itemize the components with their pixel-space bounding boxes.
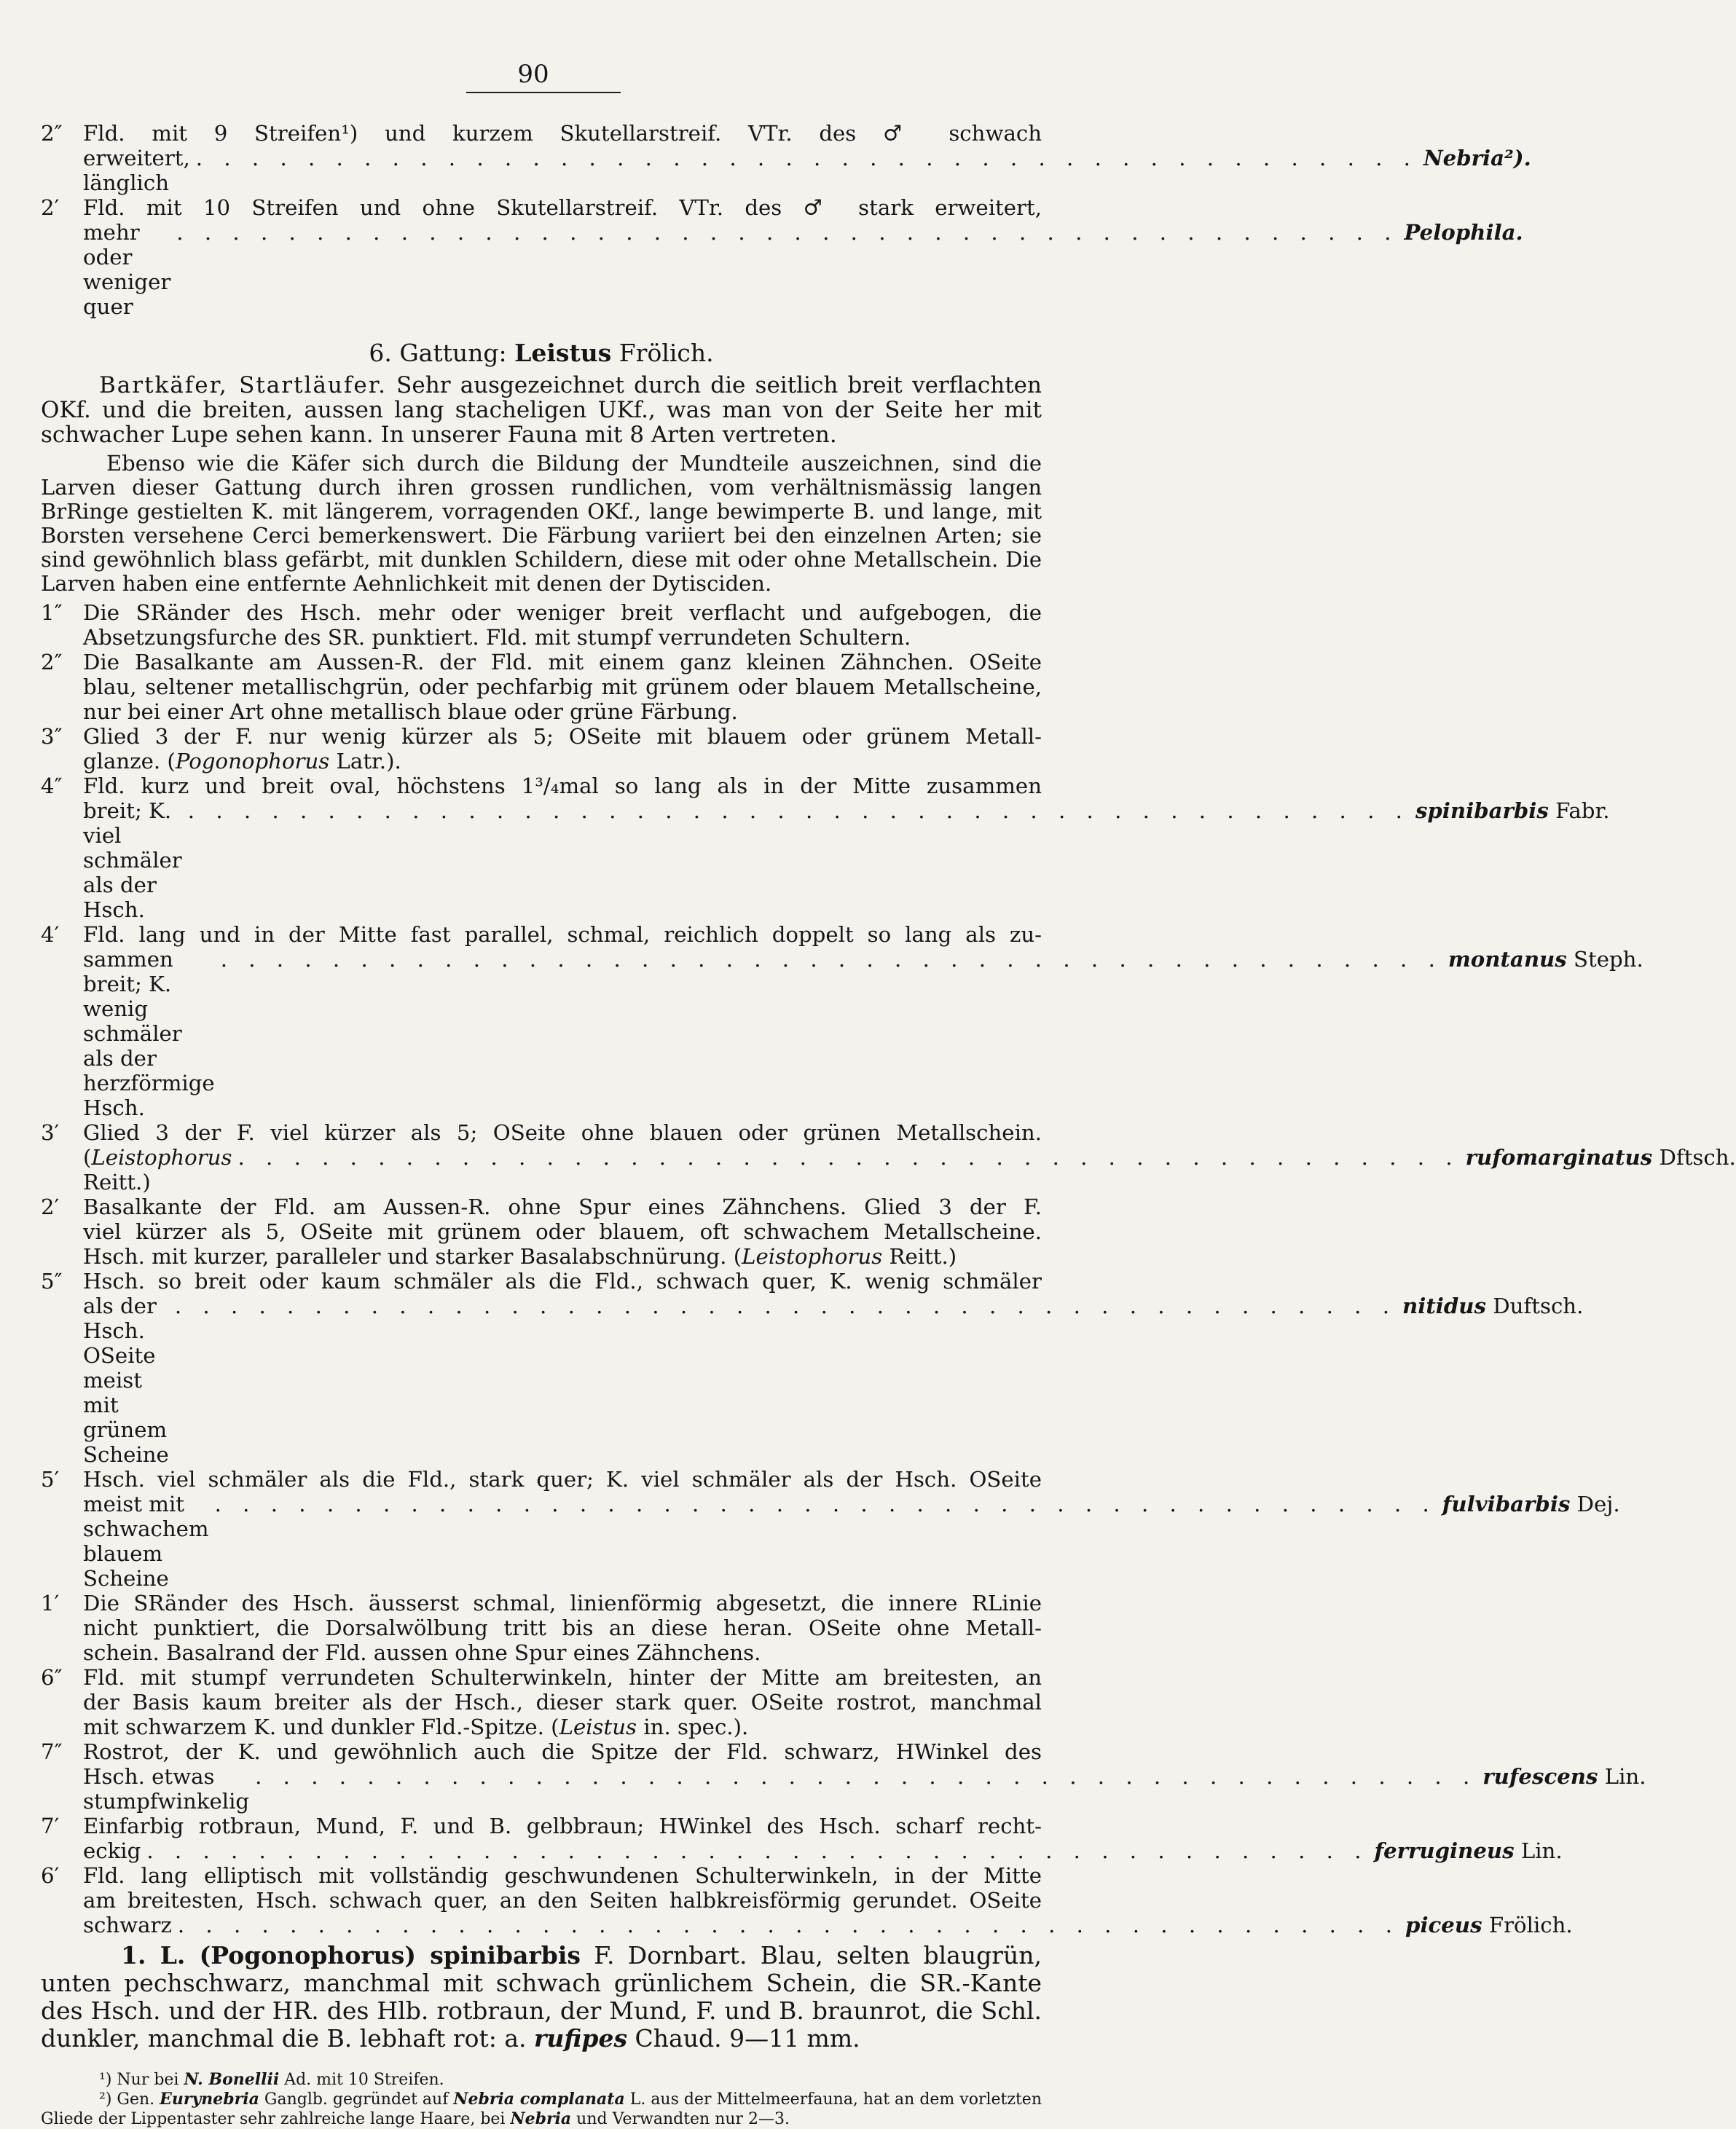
species-name: fulvibarbis xyxy=(1442,1492,1571,1516)
footnotes xyxy=(41,2070,1042,2129)
page-number: 90 xyxy=(517,60,549,89)
header-rule xyxy=(466,92,621,93)
genus-name: Pelophila. xyxy=(1404,220,1523,245)
page-content xyxy=(41,121,1736,2129)
genus-name: Nebria²). xyxy=(1423,146,1531,170)
species-name: piceus xyxy=(1405,1913,1482,1937)
species-name: ferrugineus xyxy=(1374,1838,1515,1863)
key-line: 2′ Fld. mit 10 Streifen und ohne Skutellarstreif. VTr. des ♂ stark erweitert, xyxy=(41,195,1042,220)
species-name: rufescens xyxy=(1482,1764,1598,1789)
species-name: montanus xyxy=(1448,947,1567,972)
species-name: nitidus xyxy=(1402,1294,1486,1318)
key-leader-line: mehr oder weniger quer . . . . . . . . . . . . . . . . . . . . . . . . . . . . . . . . . . . . . . . . . . . . Pelophila. xyxy=(83,220,1523,319)
footnote-2: ²) Gen. Eurynebria Ganglb. gegründet auf Nebria complanata L. aus der Mittelmeerfauna, hat an dem vorletzten Gliede der Lippentaster sehr zahlreiche lange Haare, bei Nebria und Verwandten nur 2—3. xyxy=(41,2090,1042,2128)
species-key: 1″ Die SRänder des Hsch. mehr oder weniger breit verflacht und aufgebogen, die Absetzungsfurche des SR. punktiert. Fld. mit stumpf verrundeten Schultern. 2″ Die Basalkante am Aussen-R. der Fld. mit einem ganz kleinen Zähnchen. OSeite blau, seltener metallischgrün, oder pechfarbig mit grünem oder blauem Metallscheine, nur bei einer Art ohne metallisch blaue oder grüne Färbung. 3″ Glied 3 der F. nur wenig kürzer als 5; OSeite mit blauem oder grünem Metall- glanze. (Pogonophorus Latr.). 4″ Fld. kurz und breit oval, höchstens 1³/₄mal so lang als in der Mitte zusammen breit; K. viel schmäler als der Hsch. . . . . . . . . . . . . . . . . . . . . . . . . . . . . . . . . . . . . . . . . . . . . spinibarbis Fabr. 4′ Fld. lang und in der Mitte fast parallel, schmal, reichlich doppelt so lang als zu- sammen breit; K. wenig schmäler als der herzförmige Hsch. . . . . . . . . . . . . . . . . . . . . . . . . . . . . . . . . . . . . . . . . . . . . montanus Steph. 3′ Glied 3 der F. viel kürzer als 5; OSeite ohne blauen oder grünen Metallschein. (Leistophorus Reitt.) . . . . . . . . . . . . . . . . . . . . . . . . . . . . . . . . . . . . . . . . . . . . rufomarginatus Dftsch. 2′ Basalkante der Fld. am Aussen-R. ohne Spur eines Zähnchens. Glied 3 der F. viel kürzer als 5, OSeite mit grünem oder blauem, oft schwachem Metallscheine. Hsch. mit kurzer, paralleler und starker Basalabschnürung. (Leistophorus Reitt.) 5″ Hsch. so breit oder kaum schmäler als die Fld., schwach quer, K. wenig schmäler als der Hsch. OSeite meist mit grünem Scheine . . . . . . . . . . . . . . . . . . . . . . . . . . . . . . . . . . . . . . . . . . . . nitidus Duftsch. 5′ Hsch. viel schmäler als die Fld., stark quer; K. viel schmäler als der Hsch. OSeite meist mit schwachem blauem Scheine . . . . . . . . . . . . . . . . . . . . . . . . . . . . . . . . . . . . . . . . . . . . fulvibarbis Dej. 1′ Die SRänder des Hsch. äusserst schmal, linienförmig abgesetzt, die innere RLinie nicht punktiert, die Dorsalwölbung tritt bis an diese heran. OSeite ohne Metall- schein. Basalrand der Fld. aussen ohne Spur eines Zähnchens. 6″ Fld. mit stumpf verrundeten Schulterwinkeln, hinter der Mitte am breitesten, an der Basis kaum breiter als der Hsch., dieser stark quer. OSeite rostrot, manchmal mit schwarzem K. und dunkler Fld.-Spitze. (Leistus in. spec.). 7″ Rostrot, der K. und gewöhnlich auch die Spitze der Fld. schwarz, HWinkel des Hsch. etwas stumpfwinkelig . . . . . . . . . . . . . . . . . . . . . . . . . . . . . . . . . . . . . . . . . . . . rufescens Lin. 7′ Einfarbig rotbraun, Mund, F. und B. gelbbraun; HWinkel des Hsch. scharf recht- eckig . . . . . . . . . . . . . . . . . . . . . . . . . . . . . . . . . . . . . . . . . . . . ferrugineus Lin. 6′ Fld. lang elliptisch mit vollständig geschwundenen Schulterwinkeln, in der Mitte am breitesten, Hsch. schwach quer, an den Seiten halbkreisförmig gerundet. OSeite schwarz . . . . . . . . . . . . . . . . . . . . . . . . . . . . . . . . . . . . . . . . . . . . piceus Frölich. xyxy=(41,600,1736,1937)
common-names: Bartkäfer, Startläufer. xyxy=(99,372,387,398)
species-name: rufomarginatus xyxy=(1465,1145,1653,1170)
footnote-1: ¹) Nur bei N. Bonellii Ad. mit 10 Streifen. xyxy=(99,2070,444,2089)
key-leader-line: erweitert, länglich . . . . . . . . . . . . . . . . . . . . . . . . . . . . . . . . . . . . . . . . . . . . Nebria²). xyxy=(83,146,1531,195)
key-number: 2′ xyxy=(41,195,60,220)
larvae-paragraph: Ebenso wie die Käfer sich durch die Bildung der Mundteile auszeichnen, sind die Larven dieser Gattung durch ihren grossen rundlichen, vom verhältnismässig langen BrRinge gestielten K. mit längerem, vorragenden OKf., lange bewimperte B. und lange, mit Borsten versehene Cerci bemerkenswert. Die Färbung variiert bei den einzelnen Arten; sie sind gewöhnlich blass gefärbt, mit dunklen Schildern, diese mit oder ohne Metallschein. Die Larven haben eine entfernte Aehnlichkeit mit denen der Dytisciden. xyxy=(41,451,1042,596)
key-number: 2″ xyxy=(41,121,63,146)
species-description: 1. L. (Pogonophorus) spinibarbis F. Dornbart. Blau, selten blaugrün, unten pechschwarz, manchmal mit schwach grünlichem Schein, die SR.-Kante des Hsch. und der HR. des Hlb. rotbraun, der Mund, F. und B. braunrot, die Schl. dunkler, manchmal die B. lebhaft rot: a. rufipes Chaud. 9—11 mm. xyxy=(41,1941,1042,2053)
intro-paragraph: Bartkäfer, Startläufer. Sehr ausgezeichnet durch die seitlich breit verflachten OKf. und die breiten, aussen lang stacheligen UKf., was man von der Seite her mit schwacher Lupe sehen kann. In unserer Fauna mit 8 Arten vertreten. xyxy=(41,372,1042,448)
key-line: 2″ Fld. mit 9 Streifen¹) und kurzem Skutellarstreif. VTr. des ♂ schwach xyxy=(41,121,1042,146)
genus-heading: 6. Gattung: Leistus Frölich. xyxy=(369,339,714,367)
species-heading: 1. L. (Pogonophorus) spinibarbis xyxy=(121,1941,581,1969)
species-name: spinibarbis xyxy=(1415,798,1549,823)
